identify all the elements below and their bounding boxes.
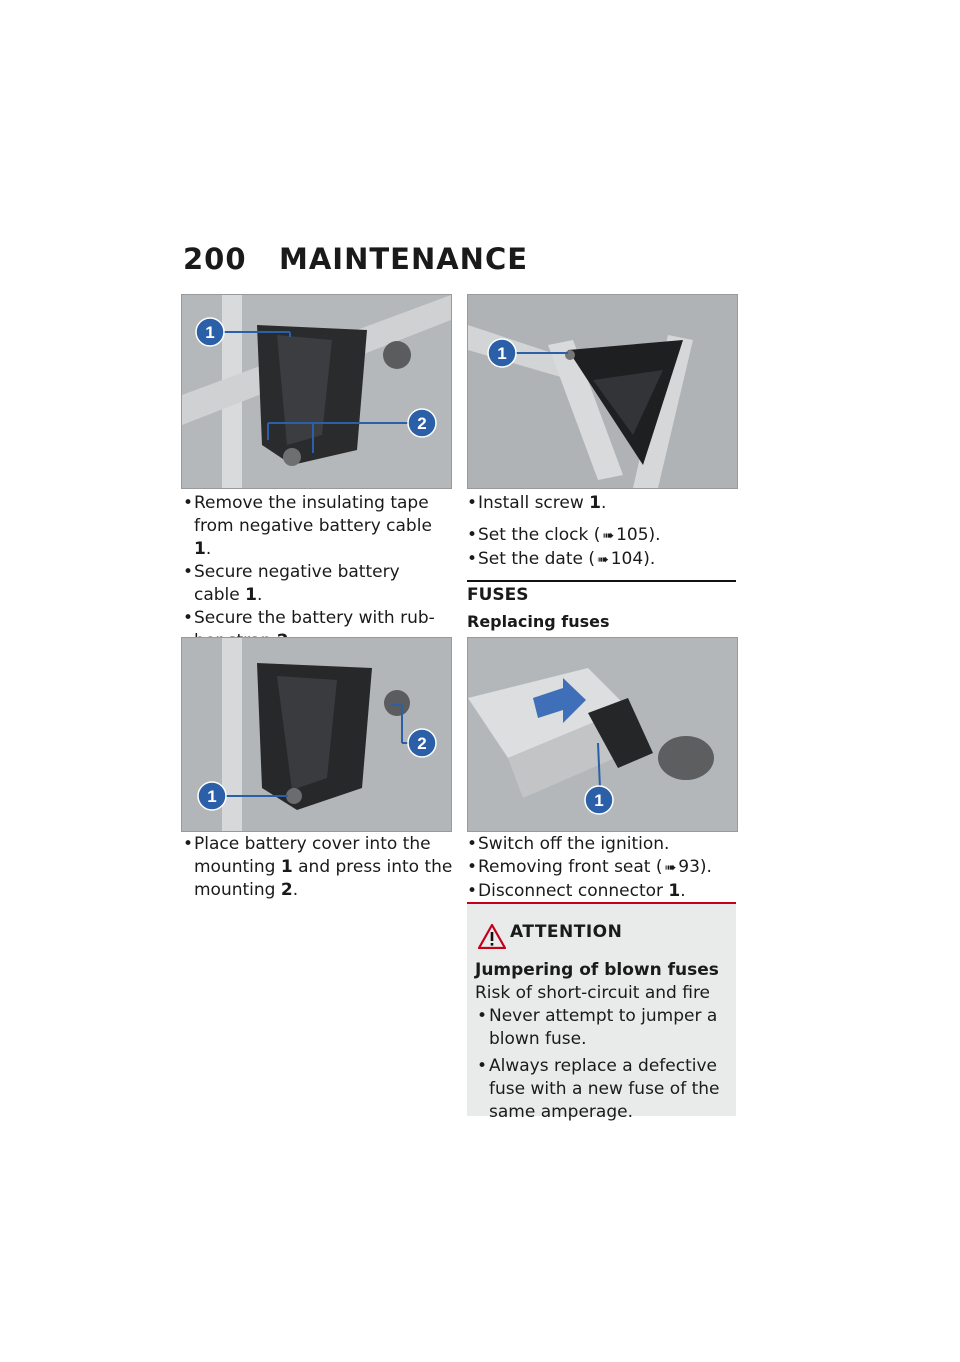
list-item: • Switch off the ignition. — [467, 833, 742, 856]
page-number: 200 — [183, 242, 247, 276]
photo-battery-screw — [467, 294, 738, 489]
page-header — [183, 242, 528, 276]
photo-battery-strap — [181, 294, 452, 489]
arrow-right-icon: ➠ — [602, 528, 615, 544]
section-divider — [467, 580, 736, 582]
photo-battery-strap-illustration — [182, 295, 451, 488]
photo-battery-screw-illustration — [468, 295, 737, 488]
callout-1: 1 — [205, 323, 215, 342]
callout-1: 1 — [207, 787, 217, 806]
photo-fuse-connector — [467, 637, 738, 832]
warning-triangle-icon — [478, 923, 506, 949]
callout-2: 2 — [417, 414, 427, 433]
photo-battery-cover — [181, 637, 452, 832]
list-item: • Set the date ( ➠ 104). — [467, 548, 742, 572]
attention-risk: Risk of short-circuit and fire — [475, 983, 711, 1003]
list-item: • Removing front seat ( ➠ 93). — [467, 856, 742, 880]
photo-battery-cover-illustration — [182, 638, 451, 831]
callout-1: 1 — [594, 791, 604, 810]
steps-cover — [183, 833, 458, 902]
page-ref-link[interactable]: 105 — [616, 525, 649, 545]
list-item: • Secure negative battery cable 1. — [183, 561, 453, 607]
page-ref-link[interactable]: 93 — [678, 857, 700, 877]
attention-label: ATTENTION — [510, 922, 623, 942]
section-title: FUSES — [467, 585, 529, 605]
attention-hazard: Jumpering of blown fuses — [475, 960, 719, 980]
list-item: • Remove the insulating tape from negative battery cable 1. — [183, 492, 453, 561]
steps-battery — [183, 492, 453, 653]
list-item: • Secure the battery with rub- — [183, 607, 453, 653]
list-item: • Disconnect connector 1. — [467, 880, 742, 903]
list-item: • Always replace a defective fuse with a new fuse of the same amperage. — [475, 1055, 730, 1124]
list-item: • Place battery cover into the mounting 1 and press into the mounting 2. — [183, 833, 458, 902]
list-item: • Set the clock ( ➠ 105). — [467, 524, 742, 548]
arrow-right-icon: ➠ — [597, 552, 609, 568]
list-item: • Never attempt to jumper a blown fuse. — [475, 1005, 730, 1051]
arrow-right-icon: ➠ — [664, 860, 677, 876]
callout-2: 2 — [417, 734, 427, 753]
list-item: • Install screw 1. — [467, 492, 742, 515]
steps-fuses — [467, 833, 742, 903]
photo-fuse-connector-illustration — [468, 638, 737, 831]
page-ref-link[interactable]: 104 — [610, 549, 644, 569]
callout-1: 1 — [497, 344, 507, 363]
subsection-title: Replacing fuses — [467, 612, 610, 631]
steps-finish — [467, 492, 742, 572]
attention-body — [475, 959, 730, 1124]
attention-box — [467, 902, 736, 1122]
chapter-title: MAINTENANCE — [279, 242, 529, 276]
